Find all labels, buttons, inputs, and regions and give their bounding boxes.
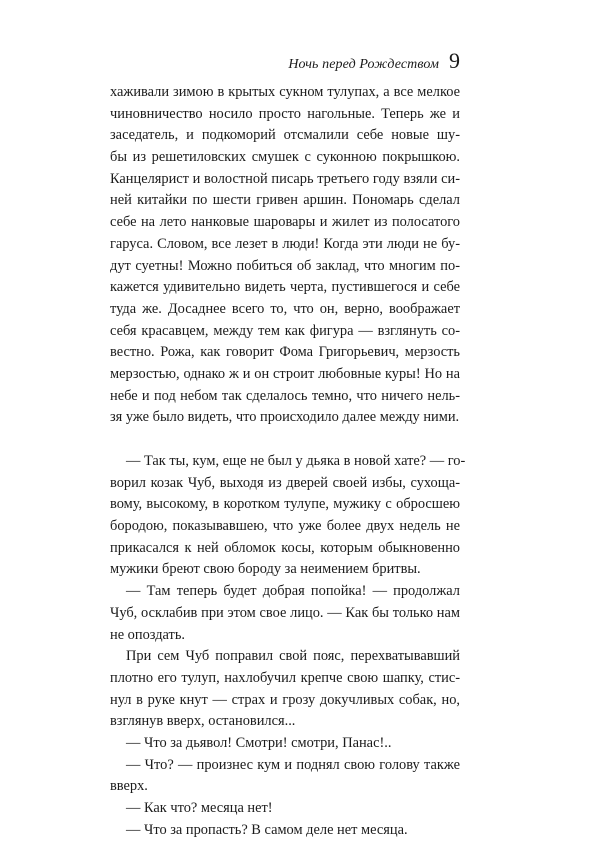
text-line: заседатель, и подкоморий отсмалили себе новые шу- xyxy=(110,127,460,144)
page-number: 9 xyxy=(449,48,460,73)
text-line: — Как что? месяца нет! xyxy=(126,800,273,816)
text-line: небе и под небом так сделалось темно, что ничего нель- xyxy=(110,387,460,404)
text-line: бородою, показывавшею, что уже более двух недель не xyxy=(110,518,460,535)
text-line: — Так ты, кум, еще не был у дьяка в новой хате? — го- xyxy=(126,453,466,469)
text-line: Чуб, осклабив при этом свое лицо. — Как бы только нам xyxy=(110,604,460,621)
paragraph-spacer xyxy=(110,429,460,451)
text-line: нул в руке кнут — страх и грозу докучливых собак, но, xyxy=(110,691,460,708)
text-line: не опоздать. xyxy=(110,626,185,643)
paragraph xyxy=(110,733,460,755)
paragraph xyxy=(110,820,460,841)
paragraph xyxy=(110,451,466,581)
text-line: — Что за дьявол! Смотри! смотри, Панас!.. xyxy=(126,734,392,751)
text-line: — Что? — произнес кум и поднял свою голову также xyxy=(126,756,460,773)
text-line: — Что за пропасть? В самом деле нет месяца. xyxy=(126,821,408,838)
paragraph xyxy=(110,82,460,429)
text-line: мерзостью, однако ж и он строит любовные куры! Но на xyxy=(110,365,460,382)
text-line: дут суетны! Можно побиться об заклад, что многим по- xyxy=(110,257,460,274)
text-line: При сем Чуб поправил свой пояс, перехватывавший xyxy=(126,648,460,665)
text-line: туда же. Досаднее всего то, что он, верно, воображает xyxy=(110,300,460,317)
text-line: зя уже было видеть, что происходило далее между ними. xyxy=(110,409,460,426)
text-line: вому, высокому, в коротком тулупе, мужику с обросшею xyxy=(110,496,460,513)
text-line: себе на лето нанковые шаровары и жилет из полосатого xyxy=(110,214,460,231)
running-header xyxy=(110,50,460,73)
text-line: — Там теперь будет добрая попойка! — продолжал xyxy=(126,583,460,600)
text-line: плотно его тулуп, нахлобучил крепче свою шапку, стис- xyxy=(110,669,460,686)
text-line: ворил козак Чуб, выходя из дверей своей избы, сухоща- xyxy=(110,474,460,491)
text-line: кажется удивительно видеть черта, пустившегося и себе xyxy=(110,279,460,296)
text-line: прикасался к ней обломок косы, которым обыкновенно xyxy=(110,539,460,556)
text-line: себя красавцем, между тем как фигура — взглянуть со- xyxy=(110,322,460,339)
text-line: вестно. Рожа, как говорит Фома Григорьевич, мерзость xyxy=(110,344,460,361)
running-title: Ночь перед Рождеством xyxy=(288,57,439,72)
text-line: мужики бреют свою бороду за неимением бритвы. xyxy=(110,561,421,578)
text-line: чиновничество носило просто нагольные. Теперь же и xyxy=(110,105,460,122)
text-line: гаруса. Словом, все лезет в люди! Когда эти люди не бу- xyxy=(110,235,460,252)
paragraph xyxy=(110,581,460,646)
paragraph xyxy=(110,646,460,733)
text-line: Канцелярист и волостной писарь третьего году взяли си- xyxy=(110,170,460,187)
text-line: взглянув вверх, остановился... xyxy=(110,713,296,730)
text-line: ней китайки по шести гривен аршин. Пономарь сделал xyxy=(110,192,460,209)
text-line: вверх. xyxy=(110,778,148,795)
text-line: хаживали зимою в крытых сукном тулупах, а все мелкое xyxy=(110,84,460,100)
paragraph xyxy=(110,798,460,820)
text-line: бы из решетиловских смушек с суконною покрышкою. xyxy=(110,149,460,166)
body-text xyxy=(110,82,466,841)
paragraph xyxy=(110,755,460,798)
